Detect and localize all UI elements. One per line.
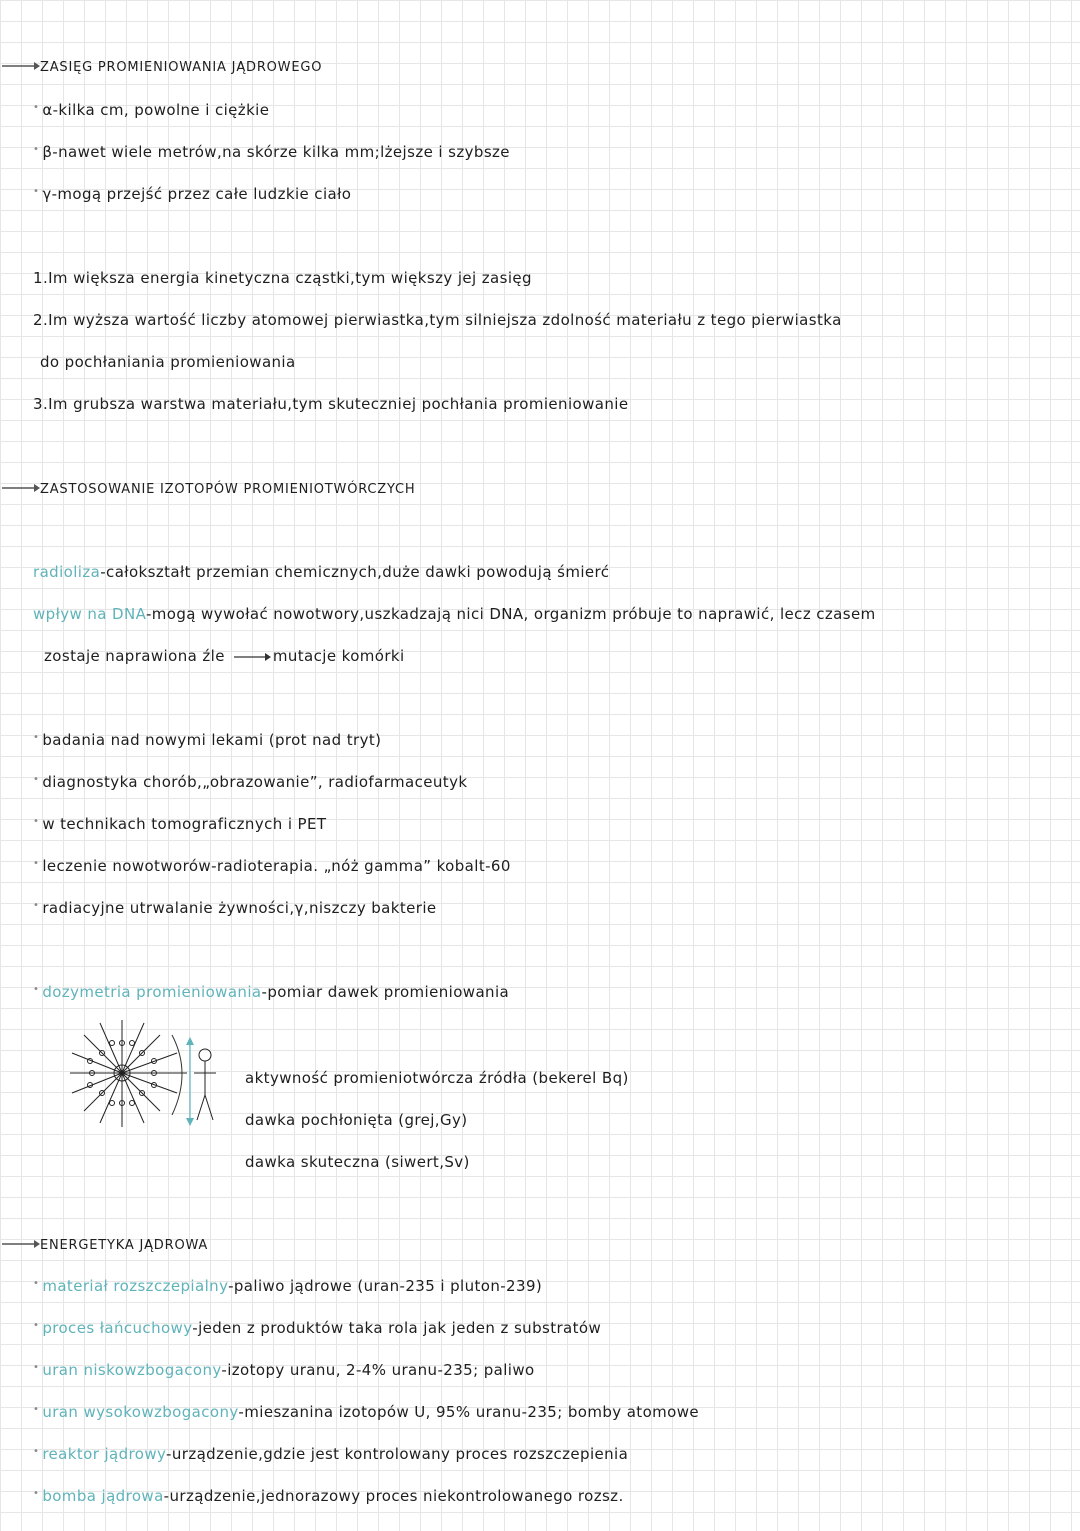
energy-item: • proces łańcuchowy-jeden z produktów taka rola jak jeden z substratów [33,1319,602,1337]
energy-item: • materiał rozszczepialny-paliwo jądrowe (uran-235 i pluton-239) [33,1277,543,1295]
rule-3: 3.Im grubsza warstwa materiału,tym skuteczniej pochłania promieniowanie [33,395,629,413]
radioliza-line: radioliza-całokształt przemian chemicznych,duże dawki powodują śmierć [33,563,610,581]
list-item: • γ-mogą przejść przez całe ludzkie ciało [33,185,352,203]
dosimetry-line: • dozymetria promieniowania-pomiar dawek promieniowania [33,983,510,1001]
list-item: • α-kilka cm, powolne i ciężkie [33,101,270,119]
arrow-right-icon [233,651,271,663]
dna-cont-line: zostaje naprawiona źle mutacje komórki [44,647,405,665]
section-title-range: ZASIĘG PROMIENIOWANIA JĄDROWEGO [40,60,323,75]
list-item: • badania nad nowymi lekami (prot nad tryt) [33,731,382,749]
list-item: • diagnostyka chorób,„obrazowanie”, radiofarmaceutyk [33,773,468,791]
term-dosimetry: dozymetria promieniowania [42,983,262,1001]
term-radioliza: radioliza [33,563,101,581]
rule-1: 1.Im większa energia kinetyczna cząstki,tym większy jej zasięg [33,269,532,287]
unit-absorbed-dose: dawka pochłonięta (grej,Gy) [245,1111,468,1129]
energy-item: • uran niskowzbogacony-izotopy uranu, 2-4% uranu-235; paliwo [33,1361,535,1379]
list-item: • β-nawet wiele metrów,na skórze kilka mm;lżejsze i szybsze [33,143,510,161]
section-arrow-icon [0,1238,40,1250]
unit-activity: aktywność promieniotwórcza źródła (bekerel Bq) [245,1069,629,1087]
unit-effective-dose: dawka skuteczna (siwert,Sv) [245,1153,470,1171]
list-item: • leczenie nowotworów-radioterapia. „nóż gamma” kobalt-60 [33,857,511,875]
energy-item: • bomba jądrowa-urządzenie,jednorazowy proces niekontrolowanego rozsz. [33,1487,624,1505]
term-dna: wpływ na DNA [33,605,146,623]
rule-2: 2.Im wyższa wartość liczby atomowej pierwiastka,tym silniejsza zdolność materiału z tego pierwiastka [33,311,842,329]
section-arrow-icon [0,482,40,494]
energy-item: • reaktor jądrowy-urządzenie,gdzie jest kontrolowany proces rozszczepienia [33,1445,629,1463]
section-arrow-icon [0,60,40,72]
section-title-energy: ENERGETYKA JĄDROWA [40,1238,209,1253]
section-title-applications: ZASTOSOWANIE IZOTOPÓW PROMIENIOTWÓRCZYCH [40,482,416,497]
energy-item: • uran wysokowzbogacony-mieszanina izotopów U, 95% uranu-235; bomby atomowe [33,1403,700,1421]
rule-2-cont: do pochłaniania promieniowania [40,353,296,371]
dna-line: wpływ na DNA-mogą wywołać nowotwory,uszkadzają nici DNA, organizm próbuje to naprawić, lecz czasem [33,605,876,623]
radiation-source-drawing [62,1015,232,1130]
list-item: • w technikach tomograficznych i PET [33,815,327,833]
list-item: • radiacyjne utrwalanie żywności,γ,niszczy bakterie [33,899,437,917]
